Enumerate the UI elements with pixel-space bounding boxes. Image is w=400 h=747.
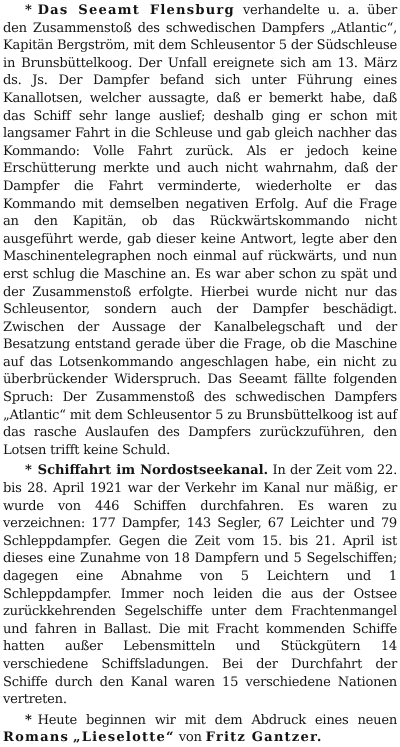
article-heading: Schiffahrt im Nordostseekanal. [37,463,269,479]
novel-word: Romans [3,730,70,746]
article-seeamt-flensburg [3,2,397,459]
notice-by: von [178,730,202,746]
novel-title: „Lieselotte“ [72,730,175,746]
novel-author: Fritz Gantzer. [205,730,323,746]
article-nordostseekanal [3,462,397,708]
newspaper-column [3,2,397,746]
article-marker: * [25,463,32,479]
notice-lead: Heute beginnen wir mit dem Abdruck eines neuen [37,712,397,728]
article-heading: Das Seeamt Flensburg [37,3,235,18]
article-body: verhandelte u. a. über den Zusammenstoß des schwedischen Dampfers „Atlantic“, Kapitän Bergström, mit dem Schleusentor 5 der Südschleuse in Brunsbüttelkoog. Der Unfall ereignete sich am 13. März ds. Js. Der Dampfer befand sich unter Führung eines Kanallotsen, welcher aussagte, daß er bemerkt habe, daß das Schiff sehr lange auslief; deshalb ging er schon mit langsamer Fahrt in die Schleuse und gab gleich nachher das Kommando: Volle Fahrt zurück. Als er jedoch keine Erschütterung merkte und auch nicht wahrnahm, daß der Dampfer die Fahrt verminderte, wiederholte er das Kommando mit demselben negativen Erfolg. Auf die Frage an den Kapitän, ob das Rückwärtskommando nicht ausgeführt werde, gab dieser keine Antwort, legte aber den Maschinentelegraphen noch einmal auf rückwärts, und nun erst schlug die Maschine an. Es war aber schon zu spät und der Zusammenstoß erfolgte. Hierbei wurde nicht nur das Schleusentor, sondern auch der Dampfer beschädigt. Zwischen der Aussage der Kanalbelegschaft und der Besatzung entstand gerade über die Frage, ob die Maschine auf das Lotsenkommando angeschlagen habe, ein nicht zu überbrückender Widerspruch. Das Seeamt fällte folgenden Spruch: Der Zusammenstoß des schwedischen Dampfers „Atlantic“ mit dem Schleusentor 5 zu Brunsbüttelkoog ist auf das rasche Auslaufen des Dampfers zurückzuführen, den Lotsen trifft keine Schuld. [3,3,397,458]
article-marker: * [25,3,32,18]
article-marker: * [25,712,32,728]
article-novel-notice [3,712,397,747]
article-body: In der Zeit vom 22. bis 28. April 1921 war der Verkehr im Kanal nur mäßig, er wurde von 446 Schiffen durchfahren. Es waren zu verzeichnen: 177 Dampfer, 143 Segler, 67 Leichter und 79 Schleppdampfer. Gegen die Zeit vom 15. bis 21. April ist dieses eine Zunahme von 18 Dampfern und 5 Segelschiffen; dagegen eine Abnahme von 5 Leichtern und 1 Schleppdampfer. Immer noch leiden die aus der Ostsee zurückkehrenden Segelschiffe unter dem Frachtenmangel und fahren in Ballast. Die mit Fracht kommenden Schiffe hatten außer Lebensmitteln und Stückgütern 14 verschiedene Schiffsladungen. Bei der Durchfahrt der Schiffe durch den Kanal waren 15 verschiedene Nationen vertreten. [3,463,397,708]
